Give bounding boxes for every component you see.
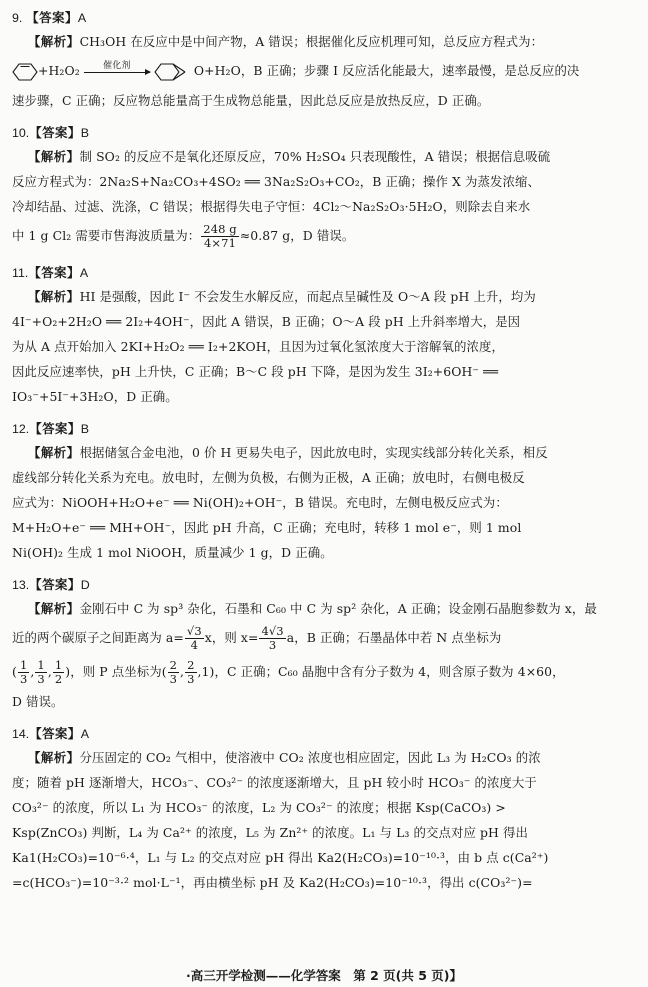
cyclohexene-structure-icon <box>12 63 38 81</box>
analysis-line: 应式为：NiOOH+H₂O+e⁻ ══ Ni(OH)₂+OH⁻，B 错误。充电时，左侧电极反应式为： <box>12 495 508 510</box>
analysis-line: 因此反应速率快，pH 上升快，C 正确；B～C 段 pH 下降，是因为发生 3I₂+6OH⁻ ══ <box>12 364 499 379</box>
analysis-text: 近的两个碳原子之间距离为 a= <box>12 630 184 645</box>
analysis-line: M+H₂O+e⁻ ══ MH+OH⁻，因此 pH 升高，C 正确；充电时，转移 1 mol e⁻，则 1 mol <box>12 520 522 535</box>
coordinate-fraction: $\frac{1}{3}$ <box>37 658 45 686</box>
analysis-text: )，则 P 点坐标为( <box>65 664 167 679</box>
answer-line <box>12 418 636 440</box>
answer-value: A <box>80 727 90 741</box>
fraction-numerator: 248 g <box>203 222 237 236</box>
analysis-line: CO₃²⁻ 的浓度，所以 L₁ 为 HCO₃⁻ 的浓度，L₂ 为 CO₃²⁻ 的浓度；根据 Ksp(CaCO₃) > <box>12 800 506 815</box>
fraction-denominator: 4×71 <box>204 236 237 250</box>
distance-fraction <box>185 625 204 652</box>
question-number: 9. <box>12 11 23 25</box>
question-13 <box>12 574 636 714</box>
analysis-line <box>12 596 636 621</box>
answer-tag: 【答案】 <box>29 577 81 592</box>
equation-text: O+H₂O，B 正确；步骤 Ⅰ 反应活化能最大，速率最慢，是总反应的决 <box>193 63 580 78</box>
analysis-tag: 【解析】 <box>28 750 80 765</box>
answer-line <box>12 574 636 596</box>
question-9 <box>12 7 636 113</box>
fraction-numerator: √3 <box>186 624 202 638</box>
analysis-text: x，则 x= <box>204 630 259 645</box>
analysis-line <box>12 144 636 169</box>
question-number: 10. <box>12 126 30 140</box>
analysis-text: CH₃OH 在反应中是中间产物，A 错误；根据催化反应机理可知，总反应方程式为： <box>79 34 544 49</box>
parameter-fraction <box>259 625 285 652</box>
answer-line <box>12 723 636 745</box>
analysis-line: 反应方程式为：2Na₂S+Na₂CO₃+4SO₂ ══ 3Na₂S₂O₃+CO₂，B 正确；操作 X 为蒸发浓缩、 <box>12 174 540 189</box>
analysis-line <box>12 284 636 309</box>
epoxide-structure-icon <box>154 62 194 82</box>
analysis-tag: 【解析】 <box>28 601 80 616</box>
analysis-line: Ni(OH)₂ 生成 1 mol NiOOH，质量减少 1 g，D 正确。 <box>12 545 333 560</box>
question-number: 12. <box>12 422 30 436</box>
analysis-text: ( <box>12 664 17 679</box>
analysis-line: 冷却结晶、过滤、洗涤，C 错误；根据得失电子守恒：4Cl₂～Na₂S₂O₃·5H₂O，则除去自来水 <box>12 199 531 214</box>
analysis-line <box>12 621 636 655</box>
analysis-line: IO₃⁻+5I⁻+3H₂O，D 正确。 <box>12 389 178 404</box>
analysis-line: 4I⁻+O₂+2H₂O ══ 2I₂+4OH⁻，因此 A 错误，B 正确；O～A 段 pH 上升斜率增大，是因 <box>12 314 521 329</box>
fraction-denominator: 3 <box>268 638 277 652</box>
analysis-line: 为从 A 点开始加入 2KI+H₂O₂ ══ I₂+2KOH，且因为过氧化氢浓度大于溶解氧的浓度， <box>12 339 504 354</box>
coordinate-fraction: $\frac{2}{3}$ <box>187 658 195 686</box>
answer-value: D <box>80 578 90 592</box>
analysis-text: 金刚石中 C 为 sp³ 杂化，石墨和 C₆₀ 中 C 为 sp² 杂化，A 正确；设金刚石晶胞参数为 x，最 <box>79 601 597 616</box>
answer-tag: 【答案】 <box>29 421 81 436</box>
fraction-denominator: 4 <box>190 638 199 652</box>
catalyst-arrow <box>84 62 150 82</box>
question-number: 14. <box>12 727 30 741</box>
answer-line <box>12 122 636 144</box>
analysis-line <box>12 440 636 465</box>
analysis-text: ,1)，C 正确；C₆₀ 晶胞中含有分子数为 4，则含原子数为 4×60， <box>197 664 565 679</box>
analysis-text: a，B 正确；石墨晶体中若 N 点坐标为 <box>286 630 502 645</box>
analysis-line: Ksp(ZnCO₃) 判断，L₄ 为 Ca²⁺ 的浓度，L₅ 为 Zn²⁺ 的浓度。L₁ 与 L₃ 的交点对应 pH 得出 <box>12 825 528 840</box>
answer-tag: 【答案】 <box>29 726 81 741</box>
analysis-tag: 【解析】 <box>28 445 80 460</box>
reactant-text: +H₂O₂ <box>38 63 80 78</box>
answer-tag: 【答案】 <box>28 265 80 280</box>
answer-value: A <box>79 266 89 280</box>
question-11 <box>12 262 636 409</box>
fraction-numerator: 4√3 <box>261 624 284 638</box>
answer-line <box>12 7 636 29</box>
question-12 <box>12 418 636 565</box>
answer-line <box>12 262 636 284</box>
analysis-text: 制 SO₂ 的反应不是氧化还原反应，70% H₂SO₄ 只表现酸性，A 错误；根据信息吸硫 <box>79 149 551 164</box>
analysis-line: Ka1(H₂CO₃)=10⁻⁶·⁴，L₁ 与 L₂ 的交点对应 pH 得出 Ka2(H₂CO₃)=10⁻¹⁰·³，由 b 点 c(Ca²⁺) <box>12 850 549 865</box>
question-14 <box>12 723 636 895</box>
analysis-tag: 【解析】 <box>28 149 80 164</box>
answer-value: A <box>77 11 87 25</box>
answer-value: B <box>80 126 90 140</box>
question-10 <box>12 122 636 253</box>
coordinate-fraction: $\frac{1}{3}$ <box>19 658 28 686</box>
analysis-line: =c(HCO₃⁻)=10⁻³·² mol·L⁻¹，再由横坐标 pH 及 Ka2(H₂CO₃)=10⁻¹⁰·³，得出 c(CO₃²⁻)= <box>12 875 533 890</box>
answer-tag: 【答案】 <box>29 125 81 140</box>
coordinate-fraction: $\frac{2}{3}$ <box>169 658 178 686</box>
analysis-tag: 【解析】 <box>28 289 80 304</box>
analysis-line <box>12 745 636 770</box>
analysis-line: 虚线部分转化关系为充电。放电时，左侧为负极，右侧为正极，A 正确；放电时，右侧电极反 <box>12 470 525 485</box>
analysis-text: ≈0.87 g，D 错误。 <box>239 228 355 243</box>
analysis-line: 速步骤，C 正确；反应物总能量高于生成物总能量，因此总反应是放热反应，D 正确。 <box>12 93 490 108</box>
answer-tag: 【答案】 <box>26 10 78 25</box>
analysis-line: 度；随着 pH 逐渐增大，HCO₃⁻、CO₃²⁻ 的浓度逐渐增大，且 pH 较小时 HCO₃⁻ 的浓度大于 <box>12 775 537 790</box>
analysis-tag: 【解析】 <box>28 34 80 49</box>
page-footer: ·高三开学检测——化学答案 第 2 页(共 5 页)】 <box>186 968 462 983</box>
analysis-line <box>12 219 636 253</box>
mass-fraction <box>201 223 238 250</box>
analysis-text: 分压固定的 CO₂ 气相中，使溶液中 CO₂ 浓度也相应固定，因此 L₃ 为 H₂CO₃ 的浓 <box>79 750 541 765</box>
answer-value: B <box>80 422 90 436</box>
coordinate-fraction: $\frac{1}{2}$ <box>54 658 63 686</box>
analysis-line: D 错误。 <box>12 694 64 709</box>
question-number: 11. <box>12 266 29 280</box>
catalyst-label: 催化剂 <box>103 60 131 71</box>
analysis-text: HI 是强酸，因此 I⁻ 不会发生水解反应，而起点呈碱性及 O～A 段 pH 上升，均为 <box>79 289 536 304</box>
analysis-text: 根据储氢合金电池，0 价 H 更易失电子，因此放电时，实现实线部分转化关系，相反 <box>79 445 548 460</box>
analysis-text: 中 1 g Cl₂ 需要市售海波质量为： <box>12 228 201 243</box>
question-number: 13. <box>12 578 30 592</box>
analysis-line: ( $\frac{1}{3}$ , $\frac{1}{3}$ , $\frac{1}{2}$ )，则 P 点坐标为( $\frac{2}{3}$ , $\frac{2}{3}$ ,1)，C 正确；C₆₀ 晶胞中含有分子数为 4，则含原子数为 4×60， <box>12 658 565 686</box>
analysis-line <box>12 29 636 54</box>
equation-line <box>12 54 636 88</box>
